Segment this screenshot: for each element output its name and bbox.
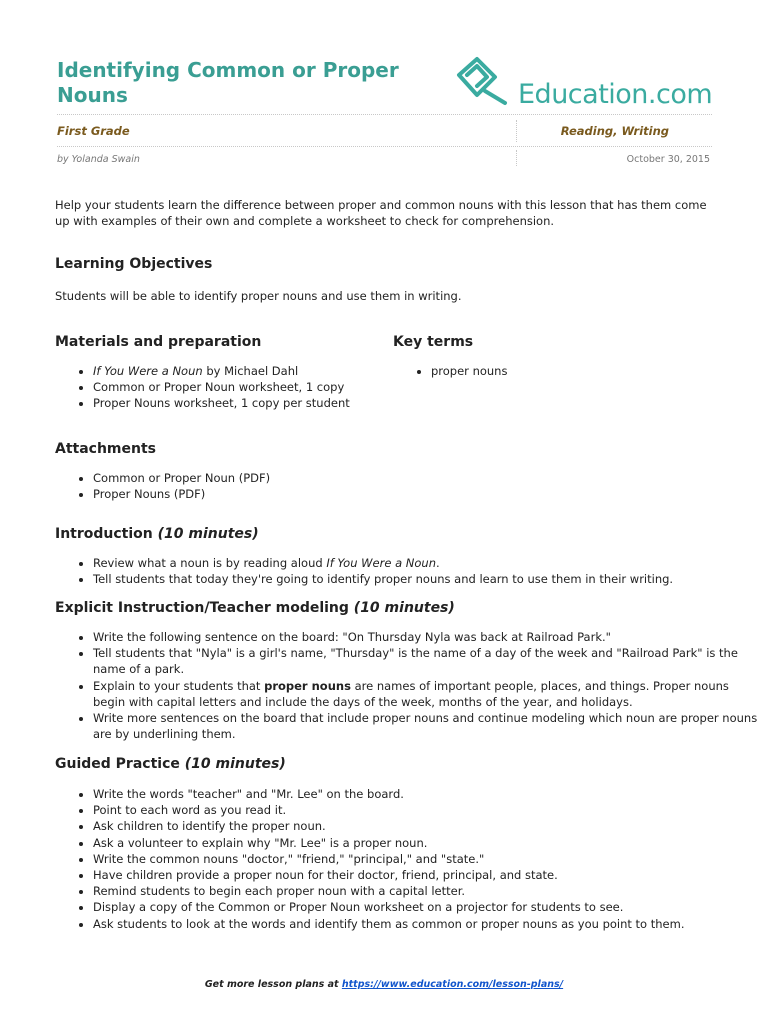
list-item: • Write the following sentence on the board: "On Thursday Nyla was back at Railroad Park." — [93, 629, 763, 645]
materials-heading: Materials and preparation — [55, 334, 262, 350]
learning-objectives-heading: Learning Objectives — [55, 256, 213, 272]
attachments-list — [55, 470, 693, 502]
publish-date: October 30, 2015 — [626, 154, 710, 165]
list-item: • Tell students that today they're going to identify proper nouns and learn to use them in their writing. — [93, 571, 763, 587]
pencil-logo-icon — [455, 55, 515, 107]
list-item: • Ask children to identify the proper noun. — [93, 818, 763, 834]
list-item: • Common or Proper Noun worksheet, 1 copy — [93, 379, 413, 395]
introduction-heading: Introduction (10 minutes) — [55, 526, 259, 542]
explicit-instruction-list — [55, 629, 763, 742]
learning-objectives-text: Students will be able to identify proper nouns and use them in writing. — [55, 289, 462, 303]
subjects-label: Reading, Writing — [560, 124, 669, 138]
list-item: • Write the common nouns "doctor," "friend," "principal," and "state." — [93, 851, 763, 867]
key-terms-list — [393, 363, 731, 379]
list-item: • Display a copy of the Common or Proper Noun worksheet on a projector for students to see. — [93, 899, 763, 915]
attachments-heading: Attachments — [55, 441, 157, 457]
lesson-plans-link[interactable]: https://www.education.com/lesson-plans/ — [341, 979, 564, 990]
attachment-link[interactable]: • Common or Proper Noun (PDF) — [93, 470, 693, 486]
attachment-link[interactable]: • Proper Nouns (PDF) — [93, 486, 693, 502]
list-item: • Remind students to begin each proper noun with a capital letter. — [93, 883, 763, 899]
education-com-logo[interactable] — [455, 55, 715, 115]
list-item: • Explain to your students that proper nouns are names of important people, places, and things. Proper nouns begin with capital letters and include the days of the week, months of the year, and holidays. — [93, 678, 763, 710]
lesson-summary: Help your students learn the difference between proper and common nouns with this lesson that has them come up with examples of their own and complete a worksheet to check for comprehension. — [55, 198, 707, 228]
list-item: • Point to each word as you read it. — [93, 802, 763, 818]
list-item: • Have children provide a proper noun for their doctor, friend, principal, and state. — [93, 867, 763, 883]
list-item: • proper nouns — [431, 363, 731, 379]
list-item: • Ask students to look at the words and identify them as common or proper nouns as you point to them. — [93, 916, 763, 932]
author: by Yolanda Swain — [57, 154, 140, 165]
materials-list — [55, 363, 413, 412]
logo-text: Education.com — [518, 79, 713, 110]
guided-practice-list — [55, 786, 763, 932]
list-item: • Tell students that "Nyla" is a girl's name, "Thursday" is the name of a day of the week and "Railroad Park" is the name of a park. — [93, 645, 763, 677]
list-item: • Ask a volunteer to explain why "Mr. Lee" is a proper noun. — [93, 835, 763, 851]
grade-label: First Grade — [57, 124, 130, 138]
key-terms-heading: Key terms — [393, 334, 474, 350]
list-item: • Write more sentences on the board that include proper nouns and continue modeling which noun are proper nouns are by underlining them. — [93, 710, 763, 742]
header-vertical-divider-2 — [516, 150, 517, 166]
list-item: • If You Were a Noun by Michael Dahl — [93, 363, 413, 379]
header-divider-2 — [57, 146, 712, 147]
footer: Get more lesson plans at https://www.education.com/lesson-plans/ — [204, 979, 564, 990]
header-vertical-divider — [516, 120, 517, 142]
list-item: • Write the words "teacher" and "Mr. Lee" on the board. — [93, 786, 763, 802]
header-divider — [57, 114, 712, 115]
introduction-list — [55, 555, 763, 587]
explicit-instruction-heading: Explicit Instruction/Teacher modeling (10 minutes) — [55, 600, 455, 616]
page-title: Identifying Common or Proper Nouns — [57, 58, 399, 107]
list-item: • Review what a noun is by reading aloud If You Were a Noun. — [93, 555, 763, 571]
list-item: • Proper Nouns worksheet, 1 copy per student — [93, 395, 413, 411]
guided-practice-heading: Guided Practice (10 minutes) — [55, 756, 286, 772]
